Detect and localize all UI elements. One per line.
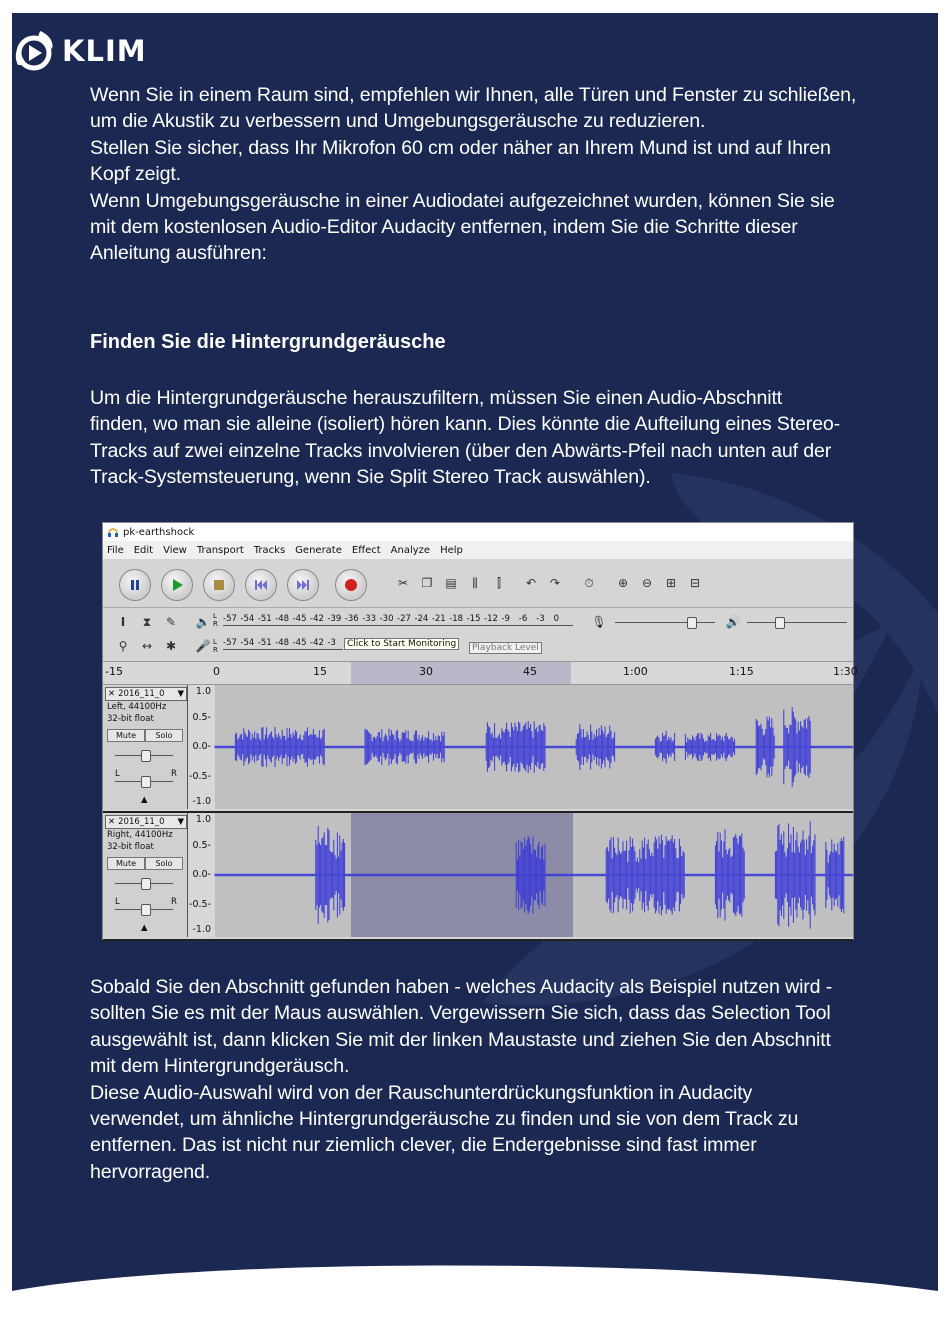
- timeline-label: 1:00: [623, 665, 648, 678]
- meter-tick: -6: [518, 614, 528, 624]
- document-page: [12, 13, 938, 1344]
- window-titlebar: [103, 523, 853, 541]
- multi-tool-icon[interactable]: ✱: [165, 639, 177, 653]
- section-paragraph: [90, 385, 880, 491]
- ruler-selection: [351, 662, 571, 684]
- text-line: ausgewählt ist, dann klicken Sie mit der linken Maustaste und ziehen Sie den Abschnitt: [90, 1028, 831, 1051]
- track-name-menu[interactable]: ✕ 2016_11_0 ▼: [105, 687, 187, 701]
- transport-toolbar: [103, 561, 853, 607]
- speaker-icon: 🔈: [195, 615, 211, 629]
- meter-tick: -36: [344, 614, 359, 624]
- intro-paragraph: [90, 82, 880, 267]
- play-icon: [170, 578, 184, 592]
- menu-generate[interactable]: Generate: [295, 544, 342, 556]
- close-track-icon[interactable]: ✕: [108, 689, 116, 699]
- output-volume-icon: 🔊: [725, 615, 741, 629]
- text-line: mit dem Hintergrundgeräusch.: [90, 1055, 350, 1078]
- meter-tick: -18: [449, 614, 464, 624]
- text-line: Wenn Sie in einem Raum sind, empfehlen wir Ihnen, alle Türen und Fenster zu schließen,: [90, 84, 857, 106]
- text-line: finden, wo man sie alleine (isoliert) hören kann. Dies könnte die Aufteilung eines Stereo-: [90, 413, 841, 436]
- meter-tick: -45: [292, 638, 307, 648]
- mute-button[interactable]: Mute: [107, 857, 145, 870]
- collapse-arrow-icon[interactable]: ▲: [141, 795, 148, 805]
- pan-knob[interactable]: [141, 776, 151, 788]
- pause-icon: [129, 579, 141, 591]
- meter-tick: -45: [292, 614, 307, 624]
- play-button[interactable]: [161, 569, 193, 601]
- headphones-icon: [107, 526, 119, 538]
- paste-icon[interactable]: ▤: [445, 576, 457, 590]
- sync-lock-icon[interactable]: ⏱: [584, 575, 594, 590]
- timeline-label: 1:15: [729, 665, 754, 678]
- monitoring-tooltip: Click to Start Monitoring: [344, 638, 459, 650]
- meter-tick: -3: [327, 638, 336, 648]
- text-line: mit dem kostenlosen Audio-Editor Audacity entfernen, indem Sie die Schritte dieser: [90, 216, 798, 239]
- pan-knob[interactable]: [141, 904, 151, 916]
- zoom-tool-icon[interactable]: ⚲: [118, 639, 128, 653]
- pause-button[interactable]: [119, 569, 151, 601]
- text-line: Sobald Sie den Abschnitt gefunden haben - welches Audacity als Beispiel nutzen wird -: [90, 976, 833, 998]
- text-line: Stellen Sie sicher, dass Ihr Mikrofon 60 cm oder näher an Ihrem Mund ist und auf Ihren: [90, 136, 831, 159]
- meter-tick: -3: [536, 614, 545, 624]
- record-button[interactable]: [335, 569, 367, 601]
- record-meter[interactable]: [223, 638, 343, 652]
- cut-icon[interactable]: ✂: [397, 576, 409, 590]
- track-name-menu[interactable]: ✕ 2016_11_0 ▼: [105, 815, 187, 829]
- audio-track-right[interactable]: [103, 813, 853, 941]
- window-title: pk-earthshock: [123, 526, 195, 538]
- menu-view[interactable]: View: [163, 544, 187, 556]
- meter-tick: -27: [397, 614, 411, 624]
- timeline-label: 15: [313, 665, 327, 678]
- fit-selection-icon[interactable]: ⊞: [665, 576, 677, 590]
- menu-tracks[interactable]: Tracks: [253, 544, 286, 556]
- menubar: [103, 541, 853, 559]
- close-track-icon[interactable]: ✕: [108, 817, 116, 827]
- menu-transport[interactable]: Transport: [196, 544, 244, 556]
- meter-tick: -12: [484, 614, 498, 624]
- meter-tick: -54: [240, 638, 255, 648]
- text-line: Um die Hintergrundgeräusche herauszufiltern, müssen Sie einen Audio-Abschnitt: [90, 387, 783, 409]
- menu-help[interactable]: Help: [440, 544, 463, 556]
- silence-icon[interactable]: ⫿: [497, 575, 501, 590]
- meter-tick: -42: [310, 638, 324, 648]
- timeline-label: 0: [213, 665, 220, 678]
- text-line: Track-Systemsteuerung, wenn Sie Split Stereo Track auswählen).: [90, 466, 651, 489]
- output-volume-knob[interactable]: [775, 617, 785, 629]
- timeline-label: 30: [419, 665, 433, 678]
- text-line: Wenn Umgebungsgeräusche in einer Audiodatei aufgezeichnet wurden, können Sie sie: [90, 189, 835, 212]
- meter-tick: -39: [327, 614, 342, 624]
- mic-volume-icon: 🎙: [591, 615, 607, 629]
- amplitude-axis: 1.0 0.5- 0.0- -0.5- -1.0: [188, 813, 214, 937]
- output-volume-slider[interactable]: [747, 622, 847, 623]
- meter-tick: -48: [275, 614, 290, 624]
- envelope-tool-icon[interactable]: ⧗: [142, 614, 152, 629]
- meter-tick: -57: [223, 614, 237, 624]
- skip-end-icon: [296, 579, 310, 591]
- menu-file[interactable]: File: [107, 544, 124, 556]
- playback-level-tooltip: Playback Level: [469, 642, 542, 654]
- audio-track-left[interactable]: [103, 685, 853, 813]
- meter-tick: -57: [223, 638, 237, 648]
- undo-icon[interactable]: ↶: [525, 576, 537, 590]
- microphone-icon: 🎤: [195, 639, 211, 653]
- skip-end-button[interactable]: [287, 569, 319, 601]
- record-icon: [344, 578, 358, 592]
- track-info: Right, 44100Hz 32-bit float: [107, 830, 173, 852]
- meter-lr-labels-2: L R: [213, 638, 218, 654]
- track-menu-arrow-icon[interactable]: ▼: [177, 817, 184, 827]
- text-line: um die Akustik zu verbessern und Umgebungsgeräusche zu reduzieren.: [90, 110, 706, 133]
- skip-start-button[interactable]: [245, 569, 277, 601]
- timeline-label: -15: [105, 665, 123, 678]
- waveform-right[interactable]: [215, 813, 853, 937]
- meter-tick: -51: [257, 614, 272, 624]
- track-info: Left, 44100Hz 32-bit float: [107, 702, 167, 724]
- mic-volume-knob[interactable]: [687, 617, 697, 629]
- klim-logo: [12, 23, 147, 79]
- mute-button[interactable]: Mute: [107, 729, 145, 742]
- section-heading: Finden Sie die Hintergrundgeräusche: [90, 331, 446, 353]
- meter-tick: 0: [553, 614, 560, 624]
- track-control-panel: ✕ 2016_11_0 ▼ Right, 44100Hz 32-bit float Mute Solo L R ▲: [103, 813, 188, 937]
- solo-button[interactable]: Solo: [145, 729, 183, 742]
- stop-icon: [213, 579, 225, 591]
- meter-tick: -33: [362, 614, 377, 624]
- amplitude-axis: 1.0 0.5- 0.0- -0.5- -1.0: [188, 685, 214, 809]
- meter-tick: -54: [240, 614, 255, 624]
- meter-tick: -42: [310, 614, 324, 624]
- fit-project-icon[interactable]: ⊟: [689, 576, 701, 590]
- text-line: Kopf zeigt.: [90, 163, 181, 186]
- gain-knob[interactable]: [141, 750, 151, 762]
- waveform-left[interactable]: [215, 685, 853, 809]
- text-line: Tracks auf zwei einzelne Tracks involvieren (über den Abwärts-Pfeil nach unten auf der: [90, 439, 832, 462]
- playback-meter[interactable]: [223, 614, 573, 628]
- text-line: entfernen. Das ist nicht nur ziemlich clever, die Endergebnisse sind fast immer: [90, 1134, 757, 1157]
- solo-button[interactable]: Solo: [145, 857, 183, 870]
- track-control-panel: ✕ 2016_11_0 ▼ Left, 44100Hz 32-bit float Mute Solo L R ▲: [103, 685, 188, 809]
- draw-tool-icon[interactable]: ✎: [165, 615, 177, 629]
- klim-logo-text: KLIM: [62, 34, 147, 68]
- selection-tool-icon[interactable]: I: [120, 615, 126, 629]
- text-line: Anleitung ausführen:: [90, 242, 267, 265]
- redo-icon[interactable]: ↷: [549, 576, 561, 590]
- track-menu-arrow-icon[interactable]: ▼: [177, 689, 184, 699]
- meter-tick: -9: [501, 614, 510, 624]
- klim-logo-icon: [12, 27, 60, 75]
- meter-track: [223, 649, 343, 650]
- menu-edit[interactable]: Edit: [133, 544, 154, 556]
- meter-track: [223, 625, 573, 626]
- collapse-arrow-icon[interactable]: ▲: [141, 923, 148, 933]
- menu-effect[interactable]: Effect: [351, 544, 381, 556]
- timeline-label: 45: [523, 665, 537, 678]
- meter-tick: -21: [431, 614, 446, 624]
- text-line: verwendet, um ähnliche Hintergrundgeräusche zu finden und sie von dem Track zu: [90, 1108, 799, 1131]
- meter-tick: -51: [257, 638, 272, 648]
- timeline-label: 1:30: [833, 665, 858, 678]
- meter-tick: -15: [466, 614, 481, 624]
- text-line: sollten Sie es mit der Maus auswählen. Vergewissern Sie sich, dass das Selection Tool: [90, 1002, 831, 1025]
- closing-paragraph: [90, 974, 880, 1185]
- timeline-ruler[interactable]: [103, 661, 858, 685]
- menu-analyze[interactable]: Analyze: [390, 544, 431, 556]
- zoom-out-icon[interactable]: ⊖: [641, 576, 653, 590]
- audacity-screenshot: [102, 522, 858, 940]
- stop-button[interactable]: [203, 569, 235, 601]
- text-line: hervorragend.: [90, 1160, 211, 1183]
- gain-knob[interactable]: [141, 878, 151, 890]
- meter-tick: -30: [379, 614, 394, 624]
- time-shift-tool-icon[interactable]: ↔: [141, 639, 153, 653]
- mic-volume-slider[interactable]: [615, 622, 715, 623]
- tools-meter-toolbar: [103, 607, 853, 662]
- meter-lr-labels: L R: [213, 612, 218, 628]
- copy-icon[interactable]: ❐: [421, 576, 433, 590]
- text-line: Diese Audio-Auswahl wird von der Rauschunterdrückungsfunktion in Audacity: [90, 1081, 753, 1104]
- meter-tick: -24: [414, 614, 429, 624]
- zoom-in-icon[interactable]: ⊕: [617, 576, 629, 590]
- meter-tick: -48: [275, 638, 290, 648]
- trim-icon[interactable]: ⫼: [472, 575, 478, 590]
- skip-start-icon: [254, 579, 268, 591]
